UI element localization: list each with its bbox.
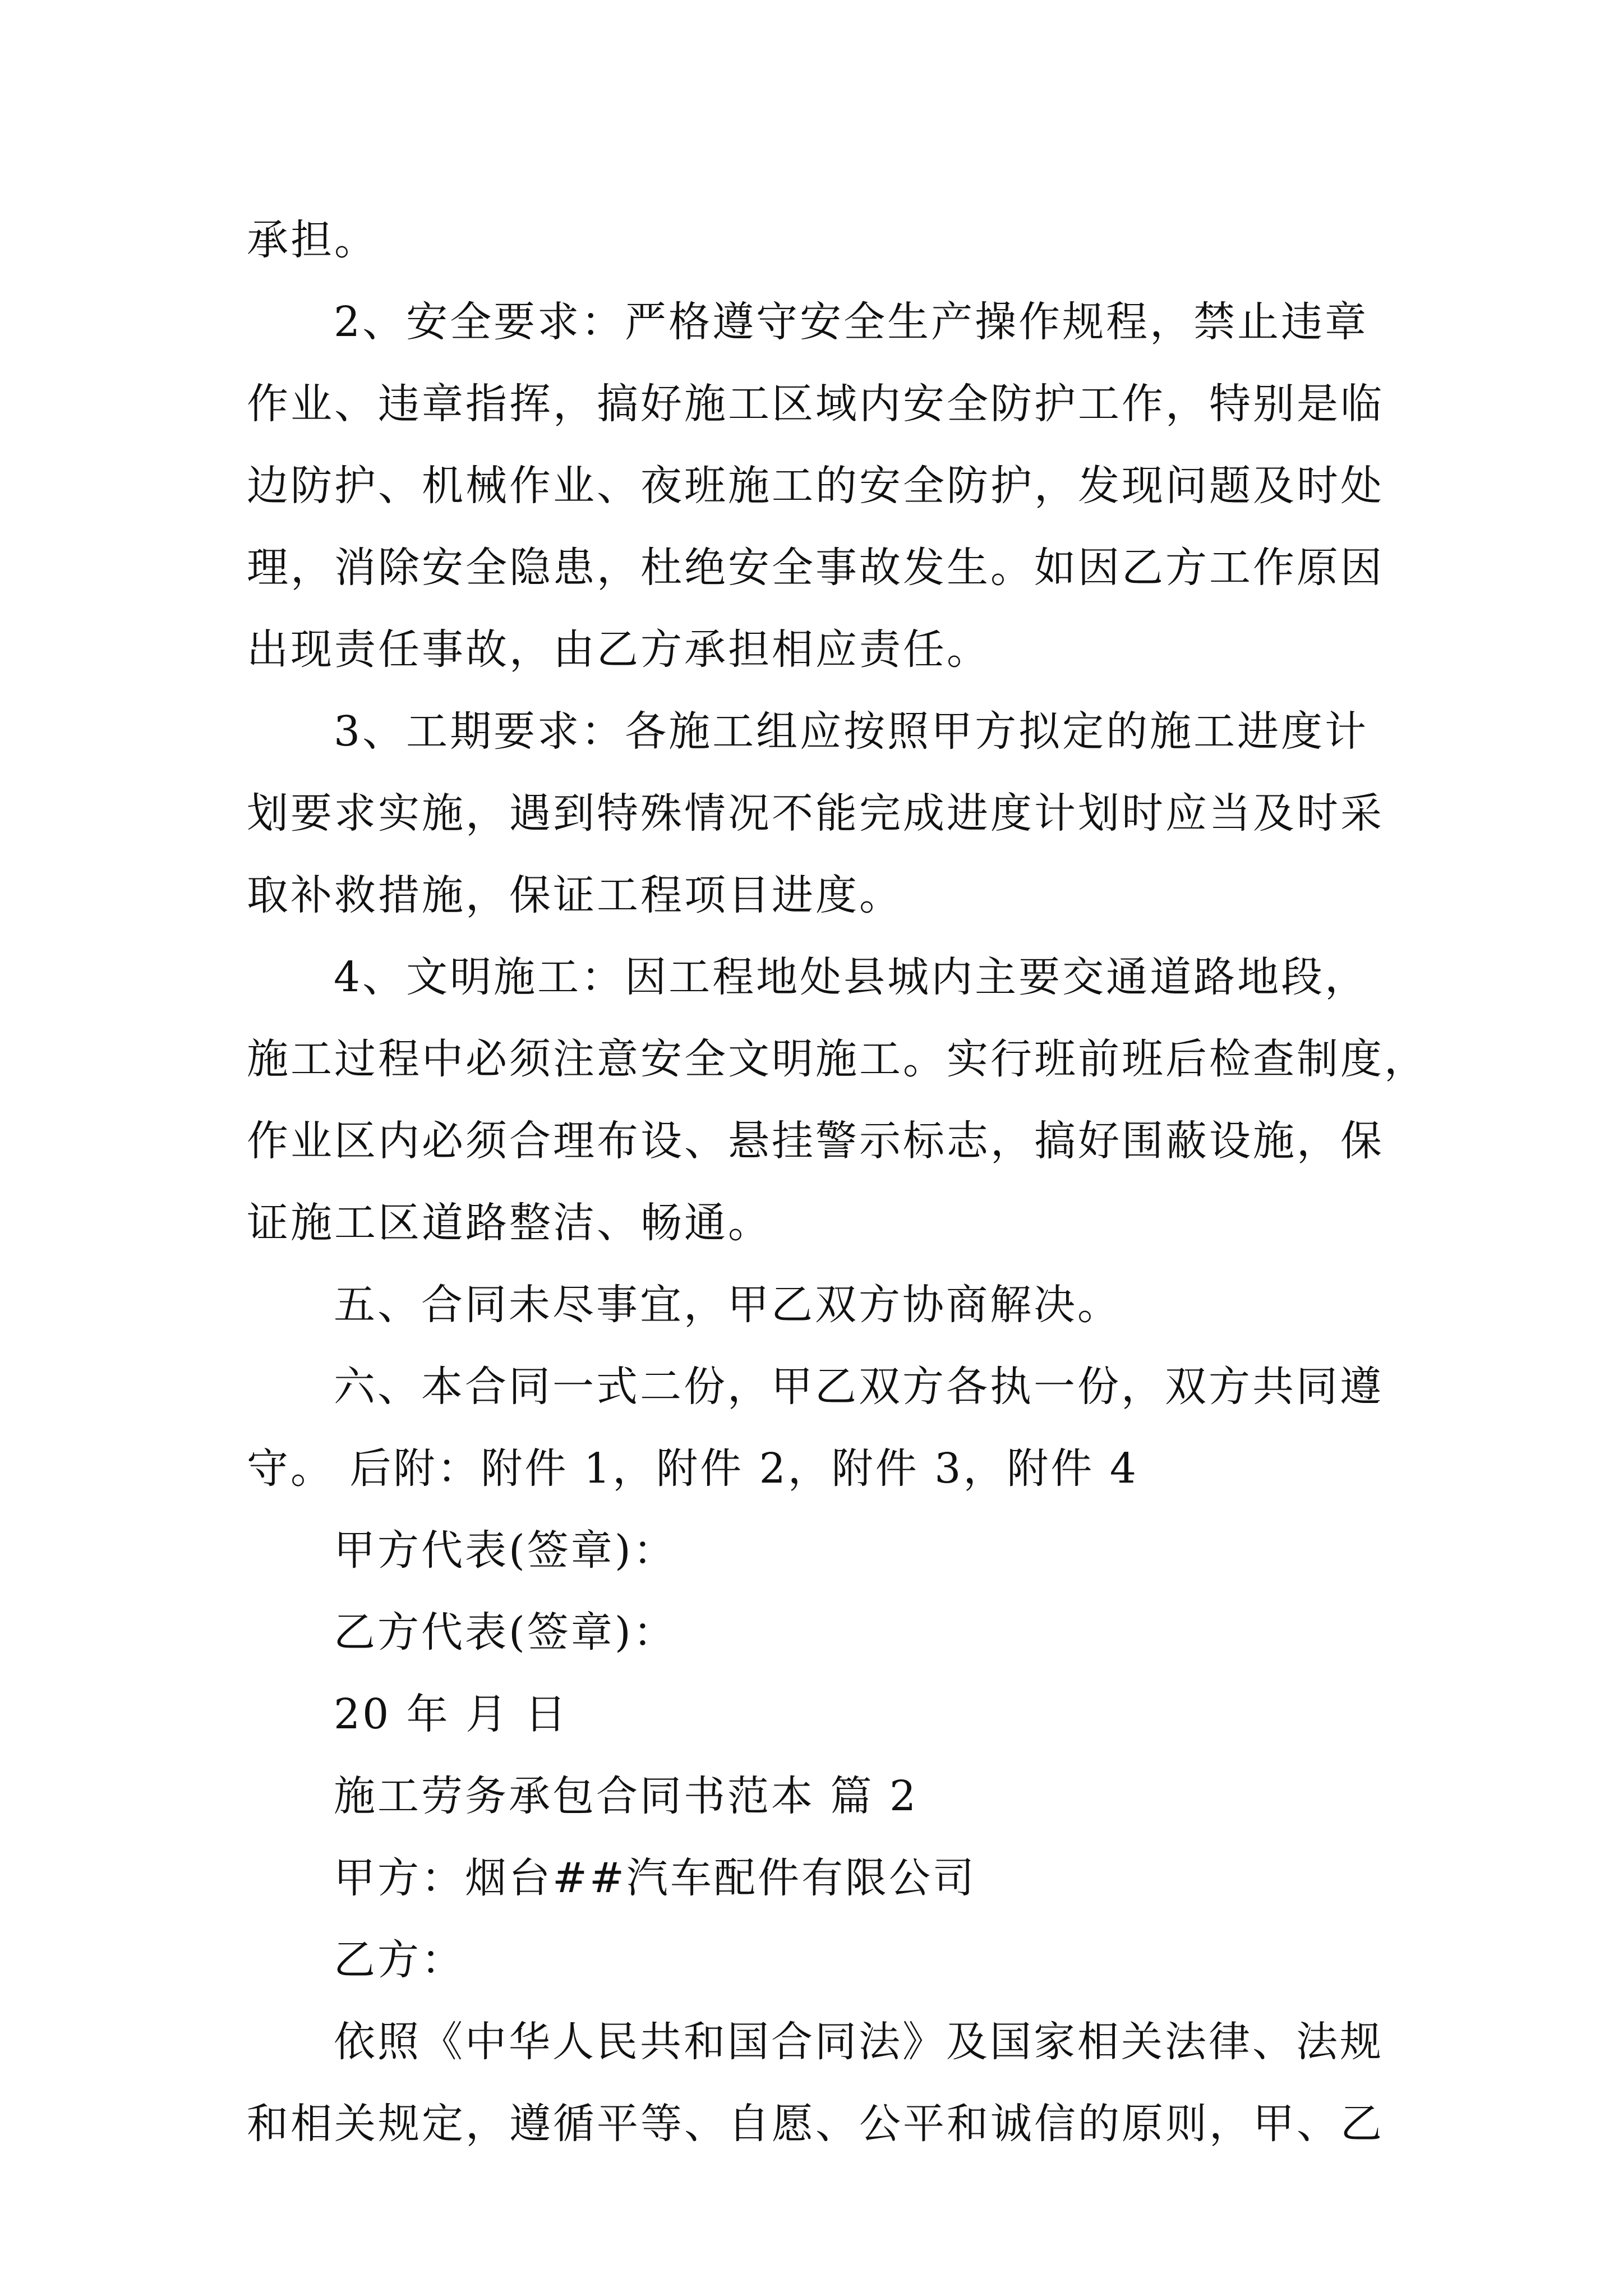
text-line: 划要求实施，遇到特殊情况不能完成进度计划时应当及时采 bbox=[247, 789, 1384, 838]
text-line: 边防护、机械作业、夜班施工的安全防护，发现问题及时处 bbox=[247, 462, 1384, 510]
text-line: 作业、违章指挥，搞好施工区域内安全防护工作，特别是临 bbox=[247, 380, 1384, 428]
text-line: 证施工区道路整洁、畅通。 bbox=[247, 1199, 772, 1247]
signature-line-party-b: 乙方代表(签章)： bbox=[334, 1608, 677, 1657]
text-line: 3、工期要求：各施工组应按照甲方拟定的施工进度计 bbox=[334, 707, 1369, 756]
text-line: 和相关规定，遵循平等、自愿、公平和诚信的原则，甲、乙 bbox=[247, 2100, 1384, 2148]
text-line: 4、文明施工：因工程地处县城内主要交通道路地段， bbox=[334, 953, 1369, 1001]
document-body bbox=[247, 199, 1428, 2165]
party-a-line: 甲方：烟台##汽车配件有限公司 bbox=[334, 1854, 977, 1902]
text-line: 六、本合同一式二份，甲乙双方各执一份，双方共同遵 bbox=[334, 1363, 1384, 1411]
text-line: 理，消除安全隐患，杜绝安全事故发生。如因乙方工作原因 bbox=[247, 544, 1384, 592]
signature-line-party-a: 甲方代表(签章)： bbox=[334, 1526, 677, 1575]
text-line: 守。 后附：附件 1，附件 2，附件 3，附件 4 bbox=[247, 1444, 1138, 1493]
text-line: 五、合同未尽事宜，甲乙双方协商解决。 bbox=[334, 1281, 1121, 1329]
text-line: 作业区内必须合理布设、悬挂警示标志，搞好围蔽设施，保 bbox=[247, 1117, 1384, 1165]
text-line: 施工过程中必须注意安全文明施工。实行班前班后检查制度， bbox=[247, 1035, 1428, 1083]
date-line: 20 年 月 日 bbox=[334, 1690, 569, 1738]
section-title: 施工劳务承包合同书范本 篇 2 bbox=[334, 1772, 919, 1820]
text-line: 依照《中华人民共和国合同法》及国家相关法律、法规 bbox=[334, 2018, 1384, 2066]
text-line: 承担。 bbox=[247, 216, 378, 264]
text-line: 取补救措施，保证工程项目进度。 bbox=[247, 871, 903, 919]
text-line: 2、安全要求：严格遵守安全生产操作规程，禁止违章 bbox=[334, 298, 1369, 346]
text-line: 出现责任事故，由乙方承担相应责任。 bbox=[247, 625, 990, 674]
party-b-line: 乙方： bbox=[334, 1936, 465, 1984]
